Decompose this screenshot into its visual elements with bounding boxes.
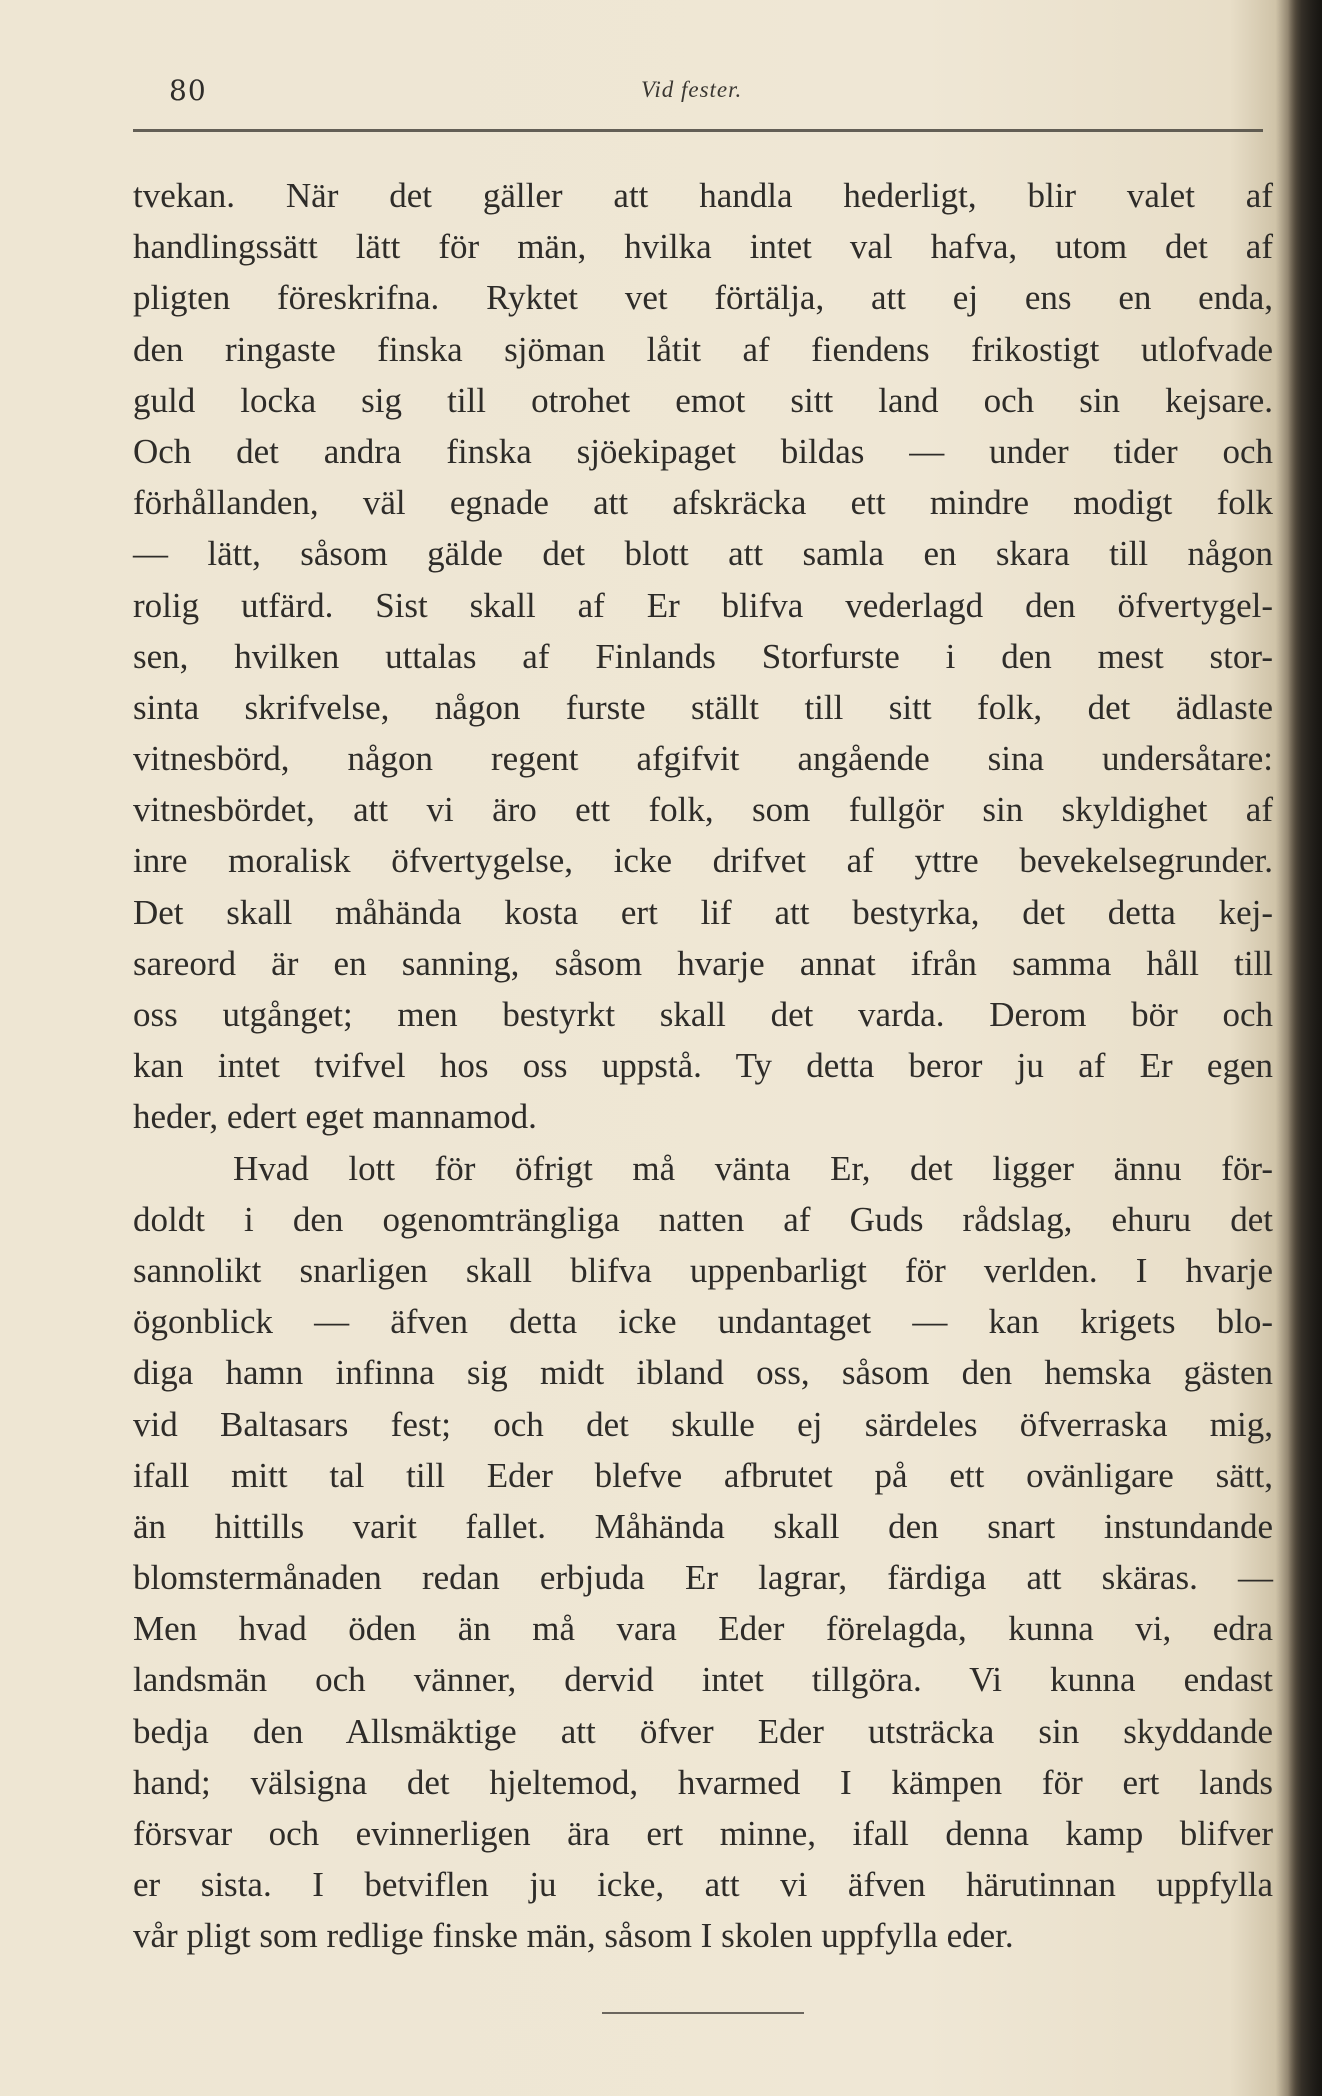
running-head (133, 64, 1263, 114)
text-line: Och det andra finska sjöekipaget bildas — under tider och (133, 431, 1273, 471)
page-number: 80 (169, 74, 207, 107)
header-rule (133, 129, 1263, 132)
text-line: guld locka sig till otrohet emot sitt land och sin kejsare. (133, 380, 1273, 420)
text-line: sen, hvilken uttalas af Finlands Storfurste i den mest stor- (133, 636, 1273, 676)
text-line: sannolikt snarligen skall blifva uppenbarligt för verlden. I hvarje (133, 1250, 1273, 1290)
text-line: kan intet tvifvel hos oss uppstå. Ty detta beror ju af Er egen (133, 1046, 1273, 1086)
text-line: tvekan. När det gäller att handla hederligt, blir valet af (133, 176, 1273, 215)
text-line: inre moralisk öfvertygelse, icke drifvet af yttre bevekelsegrunder. (133, 841, 1273, 881)
text-line: förhållanden, väl egnade att afskräcka ett mindre modigt folk (133, 483, 1273, 523)
text-line: Hvad lott för öfrigt må vänta Er, det ligger ännu för- (233, 1148, 1273, 1188)
book-spine-shadow (1288, 0, 1322, 2096)
text-line: vid Baltasars fest; och det skulle ej särdeles öfverraska mig, (133, 1404, 1273, 1444)
text-line: ifall mitt tal till Eder blefve afbrutet på ett ovänligare sätt, (133, 1455, 1273, 1495)
text-line: landsmän och vänner, dervid intet tillgöra. Vi kunna endast (133, 1660, 1273, 1700)
text-line: bedja den Allsmäktige att öfver Eder utsträcka sin skyddande (133, 1711, 1273, 1751)
body-text (133, 170, 1273, 1962)
text-line: doldt i den ogenomträngliga natten af Guds rådslag, ehuru det (133, 1199, 1273, 1239)
text-line: blomstermånaden redan erbjuda Er lagrar, färdiga att skäras. — (133, 1558, 1273, 1598)
text-line: vitnesbördet, att vi äro ett folk, som fullgör sin skyldighet af (133, 790, 1273, 830)
text-line: pligten föreskrifna. Ryktet vet förtälja, att ej ens en enda, (133, 278, 1273, 318)
text-line: vår pligt som redlige finske män, såsom I skolen uppfylla eder. (133, 1916, 1014, 1956)
text-line: sinta skrifvelse, någon furste ställt till sitt folk, det ädlaste (133, 687, 1273, 727)
text-line: försvar och evinnerligen ära ert minne, ifall denna kamp blifver (133, 1814, 1273, 1853)
running-title: Vid fester. (641, 77, 743, 102)
text-line: er sista. I betviflen ju icke, att vi äfven härutinnan uppfylla (133, 1865, 1273, 1905)
text-line: den ringaste finska sjöman låtit af fiendens frikostigt utlofvade (133, 329, 1273, 369)
text-line: oss utgånget; men bestyrkt skall det varda. Derom bör och (133, 995, 1273, 1034)
text-line: ögonblick — äfven detta icke undantaget — kan krigets blo- (133, 1302, 1273, 1342)
text-line: — lätt, såsom gälde det blott att samla en skara till någon (133, 534, 1273, 574)
text-line: än hittills varit fallet. Måhända skall den snart instundande (133, 1506, 1273, 1546)
text-line: handlingssätt lätt för män, hvilka intet val hafva, utom det af (133, 227, 1273, 267)
text-line: hand; välsigna det hjeltemod, hvarmed I kämpen för ert lands (133, 1762, 1273, 1802)
text-line: heder, edert eget mannamod. (133, 1097, 537, 1137)
text-line: vitnesbörd, någon regent afgifvit angående sina undersåtare: (133, 739, 1273, 779)
text-line: Det skall måhända kosta ert lif att bestyrka, det detta kej- (133, 892, 1273, 932)
text-line: diga hamn infinna sig midt ibland oss, såsom den hemska gästen (133, 1353, 1273, 1393)
end-rule (602, 2012, 804, 2014)
text-line: rolig utfärd. Sist skall af Er blifva vederlagd den öfvertygel- (133, 585, 1273, 625)
text-line: Men hvad öden än må vara Eder förelagda, kunna vi, edra (133, 1609, 1273, 1649)
text-line: sareord är en sanning, såsom hvarje annat ifrån samma håll till (133, 943, 1273, 983)
